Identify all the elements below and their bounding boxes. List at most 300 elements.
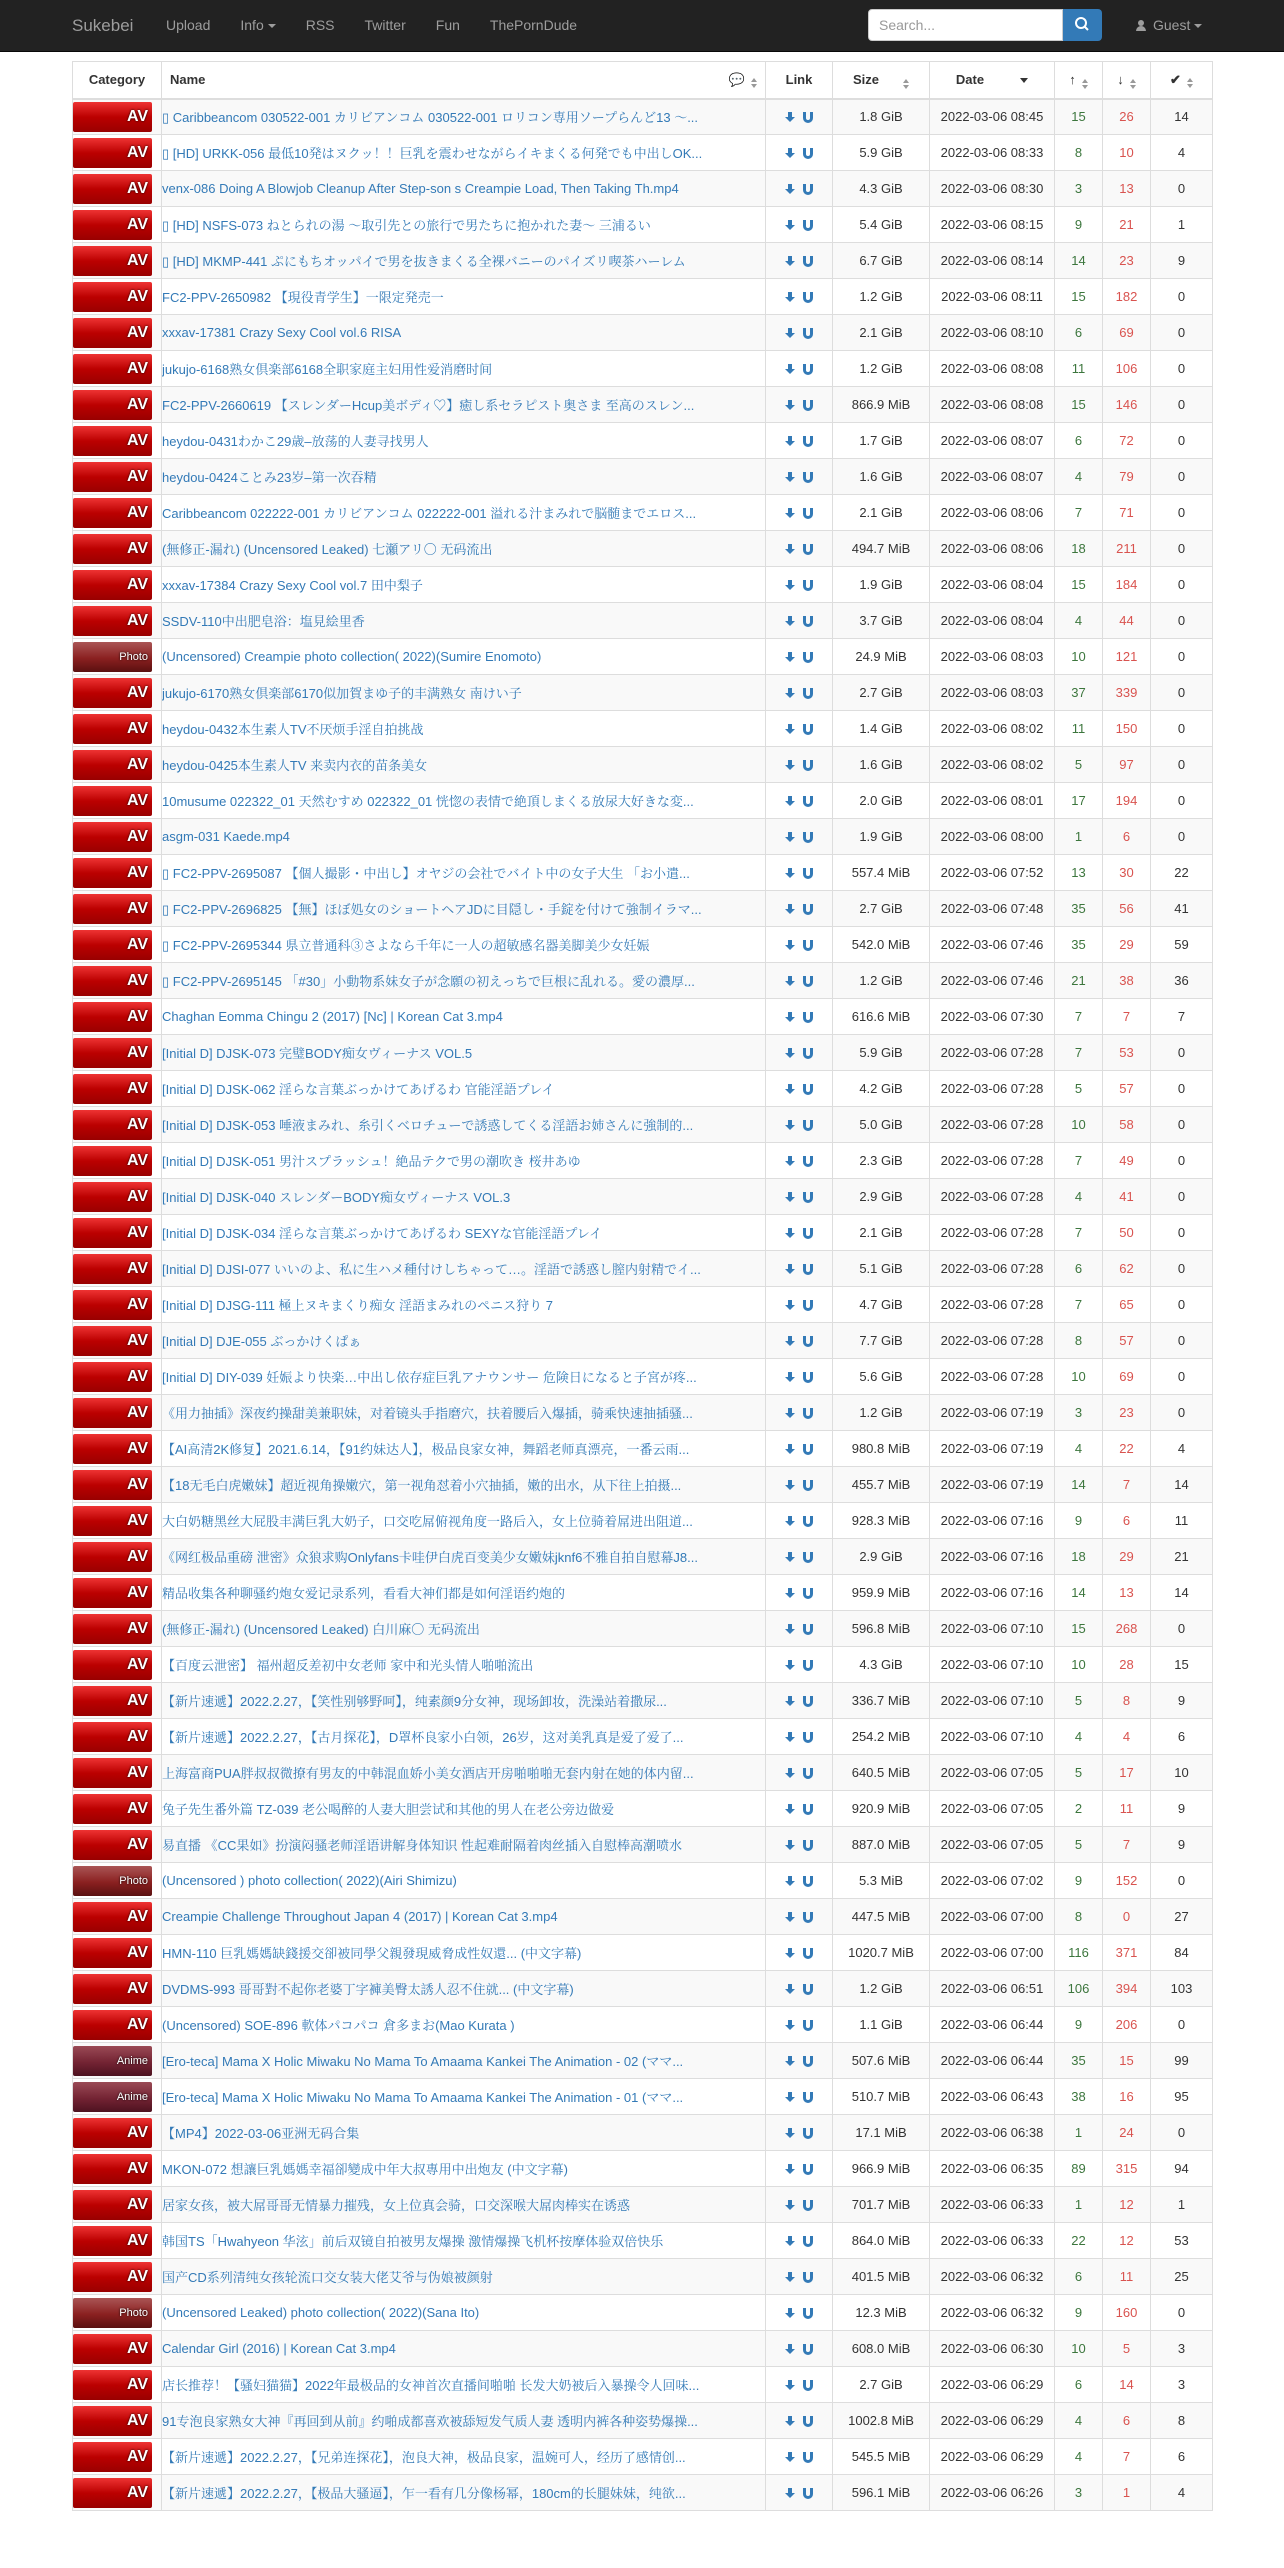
- date-cell: 2022-03-06 08:06: [930, 495, 1055, 531]
- category-badge[interactable]: [73, 894, 152, 924]
- magnet-icon[interactable]: [803, 508, 813, 519]
- magnet-icon[interactable]: [803, 1804, 813, 1815]
- category-badge[interactable]: [73, 2262, 152, 2292]
- magnet-icon[interactable]: [803, 616, 813, 627]
- category-badge[interactable]: [73, 714, 152, 744]
- torrent-name-link[interactable]: 【新片速遞】2022.2.27，【笑性别够野呵】，纯素颜9分女神，现场卸妆，洗澡站着撒尿...: [162, 1694, 667, 1709]
- category-badge[interactable]: [73, 2118, 152, 2148]
- magnet-icon[interactable]: [803, 1120, 813, 1131]
- category-badge[interactable]: [73, 1146, 152, 1176]
- header-seeders[interactable]: [1055, 62, 1103, 99]
- category-badge[interactable]: [73, 426, 152, 456]
- magnet-icon[interactable]: [803, 256, 813, 267]
- category-badge[interactable]: [73, 1938, 152, 1968]
- category-badge[interactable]: [73, 1686, 152, 1716]
- nav-upload[interactable]: Upload: [166, 17, 211, 33]
- download-icon[interactable]: [785, 1876, 795, 1887]
- category-badge[interactable]: [73, 1290, 152, 1320]
- magnet-icon[interactable]: [803, 976, 813, 987]
- magnet-icon[interactable]: [803, 1048, 813, 1059]
- torrent-name-link[interactable]: Creampie Challenge Throughout Japan 4 (2017) | Korean Cat 3.mp4: [162, 1909, 558, 1924]
- name-cell: [162, 675, 766, 711]
- download-icon[interactable]: [785, 2128, 795, 2139]
- torrent-name-link[interactable]: jukujo-6170熟女倶楽部6170似加賀まゆ子的丰满熟女 南けい子: [162, 686, 522, 701]
- download-icon[interactable]: [785, 652, 795, 663]
- torrent-name-link[interactable]: (Uncensored) Creampie photo collection( 2022)(Sumire Enomoto): [162, 649, 542, 664]
- download-icon[interactable]: [785, 2092, 795, 2103]
- torrent-name-link[interactable]: jukujo-6168熟女倶楽部6168全职家庭主妇用性爱消磨时间: [162, 362, 493, 377]
- download-icon[interactable]: [785, 2020, 795, 2031]
- magnet-icon[interactable]: [803, 832, 813, 843]
- torrent-name-link[interactable]: 《用力抽插》深夜约操甜美兼职妹，对着镜头手指磨穴，扶着腰后入爆插，骑乘快速抽插骚...: [162, 1406, 693, 1421]
- download-icon[interactable]: [785, 1624, 795, 1635]
- category-badge[interactable]: [73, 2082, 152, 2112]
- magnet-icon[interactable]: [803, 580, 813, 591]
- leechers-cell: 13: [1103, 1575, 1151, 1611]
- torrent-name-link[interactable]: HMN-110 巨乳媽媽缺錢援交卻被同學父親發現威脅成性奴還... (中文字幕): [162, 1946, 582, 1961]
- category-badge[interactable]: [73, 462, 152, 492]
- download-icon[interactable]: [785, 2200, 795, 2211]
- magnet-icon[interactable]: [803, 436, 813, 447]
- download-icon[interactable]: [785, 1804, 795, 1815]
- torrent-name-link[interactable]: ▯ [HD] URKK-056 最低10発はヌクッ！！巨乳を震わせながらイキまくる何発でも中出しOK...: [162, 146, 703, 161]
- download-icon[interactable]: [785, 1732, 795, 1743]
- category-badge[interactable]: [73, 1398, 152, 1428]
- category-badge[interactable]: [73, 1434, 152, 1464]
- magnet-icon[interactable]: [803, 1516, 813, 1527]
- magnet-icon[interactable]: [803, 1408, 813, 1419]
- header-size[interactable]: [833, 62, 930, 99]
- category-badge[interactable]: [73, 2298, 152, 2328]
- torrent-name-link[interactable]: 精品收集各种聊骚约炮女爱记录系列，看看大神们都是如何淫语约炮的: [162, 1586, 566, 1601]
- torrent-name-link[interactable]: 【百度云泄密】 福州超反差初中女老师 家中和光头情人啪啪流出: [162, 1658, 534, 1673]
- category-badge[interactable]: [73, 1830, 152, 1860]
- nav-fun[interactable]: Fun: [435, 17, 460, 33]
- torrent-name-link[interactable]: 上海富商PUA胖叔叔微撩有男友的中韩混血娇小美女酒店开房啪啪啪无套内射在她的体内留...: [162, 1766, 694, 1781]
- table-row: [73, 1539, 1213, 1575]
- download-icon[interactable]: [785, 436, 795, 447]
- download-icon[interactable]: [785, 796, 795, 807]
- category-badge[interactable]: [73, 102, 152, 132]
- torrent-name-link[interactable]: DVDMS-993 哥哥對不起你老婆丁字褲美臀太誘人忍不住就... (中文字幕): [162, 1982, 574, 1997]
- category-badge[interactable]: [73, 930, 152, 960]
- download-icon[interactable]: [785, 1984, 795, 1995]
- torrent-name-link[interactable]: SSDV-110中出肥皂浴：塩見絵里香: [162, 614, 365, 629]
- download-icon[interactable]: [785, 1912, 795, 1923]
- category-badge[interactable]: [73, 1038, 152, 1068]
- download-icon[interactable]: [785, 976, 795, 987]
- category-badge[interactable]: [73, 1866, 152, 1896]
- torrent-name-link[interactable]: (無修正-漏れ) (Uncensored Leaked) 七瀬アリ〇 无码流出: [162, 542, 493, 557]
- download-icon[interactable]: [785, 1768, 795, 1779]
- torrent-name-link[interactable]: heydou-0424ことみ23岁–第一次吞精: [162, 470, 377, 485]
- magnet-icon[interactable]: [803, 2164, 813, 2175]
- torrent-name-link[interactable]: (Uncensored) SOE-896 軟体パコパコ 倉多まお(Mao Kurata ): [162, 2018, 515, 2033]
- download-icon[interactable]: [785, 220, 795, 231]
- download-icon[interactable]: [785, 2416, 795, 2427]
- torrent-name-link[interactable]: FC2-PPV-2660619 【スレンダーHcup美ボディ♡】癒し系セラピスト奥さま 至高のスレン...: [162, 398, 695, 413]
- category-badge[interactable]: [73, 1326, 152, 1356]
- magnet-icon[interactable]: [803, 2200, 813, 2211]
- category-badge[interactable]: [73, 1902, 152, 1932]
- download-icon[interactable]: [785, 1336, 795, 1347]
- download-icon[interactable]: [785, 688, 795, 699]
- torrent-name-link[interactable]: ▯ [HD] NSFS-073 ねとられの湯 ～取引先との旅行で男たちに抱かれた妻～ 三浦るい: [162, 218, 651, 233]
- table-row: [73, 747, 1213, 783]
- nav-twitter[interactable]: Twitter: [364, 17, 406, 33]
- magnet-icon[interactable]: [803, 2308, 813, 2319]
- magnet-icon[interactable]: [803, 1300, 813, 1311]
- category-label: AV: [126, 827, 148, 845]
- category-badge[interactable]: [73, 1362, 152, 1392]
- category-badge[interactable]: [73, 2334, 152, 2364]
- category-badge[interactable]: [73, 858, 152, 888]
- magnet-icon[interactable]: [803, 1948, 813, 1959]
- category-badge[interactable]: [73, 2226, 152, 2256]
- torrent-name-link[interactable]: [Initial D] DJSK-073 完璧BODY痴女ヴィーナス VOL.5: [162, 1046, 473, 1061]
- torrent-name-link[interactable]: ▯ Caribbeancom 030522-001 カリビアンコム 030522-001 ロリコン専用ソープらんど13 ～...: [162, 110, 699, 126]
- category-badge[interactable]: [73, 1614, 152, 1644]
- torrent-name-link[interactable]: 【MP4】2022-03-06亚洲无码合集: [162, 2126, 360, 2141]
- comments-sort-icon[interactable]: 💬: [729, 72, 757, 88]
- magnet-icon[interactable]: [803, 2092, 813, 2103]
- category-badge[interactable]: [73, 354, 152, 384]
- magnet-icon[interactable]: [803, 1444, 813, 1455]
- category-badge[interactable]: [73, 498, 152, 528]
- header-name[interactable]: [162, 62, 766, 99]
- torrent-name-link[interactable]: [Initial D] DJSK-051 男汁スプラッシュ！絶品テクで男の潮吹き 桜井あゆ: [162, 1154, 581, 1169]
- magnet-icon[interactable]: [803, 904, 813, 915]
- magnet-icon[interactable]: [803, 1912, 813, 1923]
- download-icon[interactable]: [785, 2452, 795, 2463]
- category-badge[interactable]: [73, 246, 152, 276]
- nav-rss[interactable]: RSS: [305, 17, 335, 33]
- category-badge[interactable]: [73, 750, 152, 780]
- download-icon[interactable]: [785, 1444, 795, 1455]
- torrent-name-link[interactable]: 【AI高清2K修复】2021.6.14，【91约妹达人】，极品良家女神，舞蹈老师真漂亮，一番云雨...: [162, 1442, 690, 1457]
- download-icon[interactable]: [785, 1660, 795, 1671]
- download-icon[interactable]: [785, 1840, 795, 1851]
- magnet-icon[interactable]: [803, 2344, 813, 2355]
- magnet-icon[interactable]: [803, 2488, 813, 2499]
- torrent-name-link[interactable]: [Initial D] DJSK-053 唾液まみれ、糸引くベロチューで誘惑してくる淫語お姉さんに強制的...: [162, 1118, 694, 1133]
- torrent-name-link[interactable]: ▯ FC2-PPV-2695087 【個人撮影・中出し】オヤジの会社でバイト中の女子大生 「お小遣...: [162, 866, 690, 881]
- header-leechers[interactable]: [1103, 62, 1151, 99]
- torrent-name-link[interactable]: ▯ FC2-PPV-2695344 県立普通科③さよなら千年に一人の超敏感名器美脚美少女妊娠: [162, 938, 650, 953]
- category-badge[interactable]: [73, 1578, 152, 1608]
- guest-menu[interactable]: [1136, 0, 1202, 51]
- magnet-icon[interactable]: [803, 2236, 813, 2247]
- category-badge[interactable]: [73, 678, 152, 708]
- magnet-icon[interactable]: [803, 2020, 813, 2031]
- download-icon[interactable]: [785, 1048, 795, 1059]
- date-cell: 2022-03-06 08:45: [930, 99, 1055, 135]
- magnet-icon[interactable]: [803, 1012, 813, 1023]
- header-completed[interactable]: [1151, 62, 1213, 99]
- download-icon[interactable]: [785, 1516, 795, 1527]
- nav-theporndude[interactable]: ThePornDude: [489, 17, 578, 33]
- torrent-name-link[interactable]: 10musume 022322_01 天然むすめ 022322_01 恍惚の表情で絶頂しまくる放尿大好きな変...: [162, 794, 694, 809]
- magnet-icon[interactable]: [803, 1372, 813, 1383]
- download-icon[interactable]: [785, 1300, 795, 1311]
- category-badge[interactable]: [73, 1722, 152, 1752]
- download-icon[interactable]: [785, 544, 795, 555]
- magnet-icon[interactable]: [803, 1660, 813, 1671]
- magnet-icon[interactable]: [803, 184, 813, 195]
- download-icon[interactable]: [785, 256, 795, 267]
- category-badge[interactable]: [73, 174, 152, 204]
- download-icon[interactable]: [785, 1480, 795, 1491]
- category-badge[interactable]: [73, 1110, 152, 1140]
- download-icon[interactable]: [785, 1192, 795, 1203]
- torrent-name-link[interactable]: Caribbeancom 022222-001 カリビアンコム 022222-001 溢れる汁まみれで脳髄までエロス...: [162, 506, 697, 521]
- download-icon[interactable]: [785, 724, 795, 735]
- category-badge[interactable]: [73, 282, 152, 312]
- torrent-name-link[interactable]: 大白奶糖黑丝大屁股丰满巨乳大奶子，口交吃屌俯视角度一路后入，女上位骑着屌进出阻道...: [162, 1514, 693, 1529]
- category-cell: [73, 855, 162, 891]
- magnet-icon[interactable]: [803, 1984, 813, 1995]
- download-icon[interactable]: [785, 508, 795, 519]
- magnet-icon[interactable]: [803, 1336, 813, 1347]
- category-badge[interactable]: [73, 2406, 152, 2436]
- category-badge[interactable]: [73, 570, 152, 600]
- torrent-name-link[interactable]: 《网红极品重磅 泄密》众狼求购Onlyfans卡哇伊白虎百变美少女嫩妹jknf6不雅自拍自慰幕J8...: [162, 1550, 698, 1565]
- torrent-name-link[interactable]: (Uncensored ) photo collection( 2022)(Airi Shimizu): [162, 1873, 457, 1888]
- torrent-name-link[interactable]: [Ero-teca] Mama X Holic Miwaku No Mama To Amaama Kankei The Animation - 01 (ママ...: [162, 2090, 684, 2105]
- magnet-icon[interactable]: [803, 112, 813, 123]
- category-badge[interactable]: [73, 1758, 152, 1788]
- download-icon[interactable]: [785, 328, 795, 339]
- download-icon[interactable]: [785, 1264, 795, 1275]
- category-badge[interactable]: [73, 2478, 152, 2508]
- download-icon[interactable]: [785, 112, 795, 123]
- magnet-icon[interactable]: [803, 148, 813, 159]
- category-cell: [73, 1791, 162, 1827]
- magnet-icon[interactable]: [803, 1228, 813, 1239]
- magnet-icon[interactable]: [803, 1084, 813, 1095]
- magnet-icon[interactable]: [803, 760, 813, 771]
- torrent-name-link[interactable]: Chaghan Eomma Chingu 2 (2017) [Nc] | Korean Cat 3.mp4: [162, 1009, 503, 1024]
- torrent-name-link[interactable]: asgm-031 Kaede.mp4: [162, 829, 290, 844]
- magnet-icon[interactable]: [803, 1552, 813, 1563]
- category-badge[interactable]: [73, 1182, 152, 1212]
- torrent-name-link[interactable]: (Uncensored Leaked) photo collection( 2022)(Sana Ito): [162, 2305, 480, 2320]
- download-icon[interactable]: [785, 1948, 795, 1959]
- torrent-name-link[interactable]: heydou-0425本生素人TV 来卖内衣的苗条美女: [162, 758, 428, 773]
- torrent-name-link[interactable]: xxxav-17381 Crazy Sexy Cool vol.6 RISA: [162, 325, 402, 340]
- download-icon[interactable]: [785, 1408, 795, 1419]
- magnet-icon[interactable]: [803, 292, 813, 303]
- torrent-name-link[interactable]: 兔子先生番外篇 TZ-039 老公喝醉的人妻大胆尝试和其他的男人在老公旁边做爱: [162, 1802, 615, 1817]
- magnet-icon[interactable]: [803, 364, 813, 375]
- download-icon[interactable]: [785, 148, 795, 159]
- category-badge[interactable]: [73, 1542, 152, 1572]
- download-icon[interactable]: [785, 1228, 795, 1239]
- torrent-name-link[interactable]: [Initial D] DIY-039 妊娠より快楽…中出し依存症巨乳アナウンサー 危険日になると子宮が疼...: [162, 1370, 697, 1385]
- download-icon[interactable]: [785, 2488, 795, 2499]
- category-badge[interactable]: [73, 1470, 152, 1500]
- download-icon[interactable]: [785, 940, 795, 951]
- torrent-name-link[interactable]: [Initial D] DJSK-062 淫らな言葉ぶっかけてあげるわ 官能淫語プレイ: [162, 1082, 555, 1097]
- torrent-name-link[interactable]: 【新片速遞】2022.2.27，【极品大骚逼】，乍一看有几分像杨幂，180cm的长腿妹妹，纯欲...: [162, 2486, 686, 2501]
- torrent-name-link[interactable]: [Initial D] DJSK-040 スレンダーBODY痴女ヴィーナス VOL.3: [162, 1190, 511, 1205]
- category-badge[interactable]: [73, 1218, 152, 1248]
- brand-logo[interactable]: Sukebei: [72, 16, 134, 35]
- category-badge[interactable]: [73, 2442, 152, 2472]
- download-icon[interactable]: [785, 2344, 795, 2355]
- category-badge[interactable]: [73, 1650, 152, 1680]
- download-icon[interactable]: [785, 904, 795, 915]
- category-badge[interactable]: [73, 2190, 152, 2220]
- magnet-icon[interactable]: [803, 1768, 813, 1779]
- category-badge[interactable]: [73, 786, 152, 816]
- search-button[interactable]: [1063, 9, 1102, 41]
- category-badge[interactable]: [73, 138, 152, 168]
- download-icon[interactable]: [785, 1084, 795, 1095]
- download-icon[interactable]: [785, 400, 795, 411]
- download-icon[interactable]: [785, 2056, 795, 2067]
- seeders-cell: 8: [1055, 135, 1103, 171]
- download-icon[interactable]: [785, 1156, 795, 1167]
- magnet-icon[interactable]: [803, 940, 813, 951]
- download-icon[interactable]: [785, 1588, 795, 1599]
- download-icon[interactable]: [785, 1012, 795, 1023]
- magnet-icon[interactable]: [803, 1876, 813, 1887]
- download-icon[interactable]: [785, 1552, 795, 1563]
- magnet-icon[interactable]: [803, 868, 813, 879]
- download-icon[interactable]: [785, 364, 795, 375]
- magnet-icon[interactable]: [803, 2452, 813, 2463]
- torrent-name-link[interactable]: heydou-0431わかこ29歳–放荡的人妻寻找男人: [162, 434, 429, 449]
- magnet-icon[interactable]: [803, 1588, 813, 1599]
- magnet-icon[interactable]: [803, 688, 813, 699]
- category-badge[interactable]: [73, 1074, 152, 1104]
- category-badge[interactable]: [73, 642, 152, 672]
- torrent-name-link[interactable]: 易直播 《CC果如》扮演闷骚老师淫语讲解身体知识 性起难耐隔着肉丝插入自慰棒高潮喷水: [162, 1838, 683, 1853]
- torrent-name-link[interactable]: [Initial D] DJSK-034 淫らな言葉ぶっかけてあげるわ SEXYな官能淫語プレイ: [162, 1226, 603, 1241]
- category-badge[interactable]: [73, 1002, 152, 1032]
- links-cell: [766, 1323, 833, 1359]
- magnet-icon[interactable]: [803, 796, 813, 807]
- magnet-icon[interactable]: [803, 1624, 813, 1635]
- magnet-icon[interactable]: [803, 1732, 813, 1743]
- category-badge[interactable]: [73, 390, 152, 420]
- category-badge[interactable]: [73, 2046, 152, 2076]
- torrent-name-link[interactable]: ▯ [HD] MKMP-441 ぷにもちオッパイで男を抜きまくる全裸バニーのパイズリ喫茶ハーレム: [162, 254, 686, 269]
- magnet-icon[interactable]: [803, 400, 813, 411]
- torrent-name-link[interactable]: [Initial D] DJSI-077 いいのよ、私に生ハメ種付けしちゃって…。淫語で誘惑し膣内射精でイ...: [162, 1262, 701, 1277]
- magnet-icon[interactable]: [803, 724, 813, 735]
- category-badge[interactable]: [73, 2010, 152, 2040]
- magnet-icon[interactable]: [803, 2272, 813, 2283]
- download-icon[interactable]: [785, 580, 795, 591]
- download-icon[interactable]: [785, 184, 795, 195]
- category-badge[interactable]: [73, 2370, 152, 2400]
- magnet-icon[interactable]: [803, 2128, 813, 2139]
- download-icon[interactable]: [785, 1696, 795, 1707]
- magnet-icon[interactable]: [803, 652, 813, 663]
- magnet-icon[interactable]: [803, 2056, 813, 2067]
- torrent-name-link[interactable]: Calendar Girl (2016) | Korean Cat 3.mp4: [162, 2341, 396, 2356]
- category-badge[interactable]: [73, 1254, 152, 1284]
- seeders-cell: 15: [1055, 567, 1103, 603]
- torrent-name-link[interactable]: [Ero-teca] Mama X Holic Miwaku No Mama To Amaama Kankei The Animation - 02 (ママ...: [162, 2054, 684, 2069]
- magnet-icon[interactable]: [803, 472, 813, 483]
- torrent-name-link[interactable]: MKON-072 想讓巨乳媽媽幸福卻變成中年大叔專用中出炮友 (中文字幕): [162, 2162, 568, 2177]
- category-badge[interactable]: [73, 210, 152, 240]
- torrent-name-link[interactable]: [Initial D] DJSG-111 極上ヌキまくり痴女 淫語まみれのペニス狩り 7: [162, 1298, 554, 1313]
- download-icon[interactable]: [785, 2308, 795, 2319]
- magnet-icon[interactable]: [803, 1696, 813, 1707]
- leechers-cell: 13: [1103, 171, 1151, 207]
- torrent-name-link[interactable]: venx-086 Doing A Blowjob Cleanup After Step-son s Creampie Load, Then Taking Th.mp4: [162, 181, 679, 196]
- category-badge[interactable]: [73, 966, 152, 996]
- magnet-icon[interactable]: [803, 1480, 813, 1491]
- category-badge[interactable]: [73, 1794, 152, 1824]
- torrent-name-link[interactable]: 【新片速遞】2022.2.27，【古月探花】，D罩杯良家小白领，26岁，这对美乳真是爱了爱了...: [162, 1730, 684, 1745]
- category-badge[interactable]: [73, 1506, 152, 1536]
- magnet-icon[interactable]: [803, 328, 813, 339]
- torrent-name-link[interactable]: ▯ FC2-PPV-2695145 「#30」小動物系妹女子が念願の初えっちで巨根に乱れる。愛の濃厚...: [162, 974, 695, 989]
- download-icon[interactable]: [785, 760, 795, 771]
- size-cell: 1.8 GiB: [833, 99, 930, 135]
- category-badge[interactable]: [73, 1974, 152, 2004]
- download-icon[interactable]: [785, 868, 795, 879]
- magnet-icon[interactable]: [803, 2380, 813, 2391]
- magnet-icon[interactable]: [803, 2416, 813, 2427]
- download-icon[interactable]: [785, 1372, 795, 1383]
- category-badge[interactable]: [73, 822, 152, 852]
- torrent-name-link[interactable]: 【新片速遞】2022.2.27，【兄弟连探花】，泡良大神，极品良家，温婉可人，经历了感情创...: [162, 2450, 686, 2465]
- torrent-name-link[interactable]: 91专泡良家熟女大神『再回到从前』约啪成都喜欢被舔短发气质人妻 透明内裤各种姿势爆操...: [162, 2414, 698, 2429]
- magnet-icon[interactable]: [803, 1156, 813, 1167]
- magnet-icon[interactable]: [803, 1264, 813, 1275]
- torrent-name-link[interactable]: 韩国TS「Hwahyeon 华泫」前后双镜自拍被男友爆操 激情爆操飞机杯按摩体验双倍快乐: [162, 2234, 664, 2249]
- torrent-name-link[interactable]: xxxav-17384 Crazy Sexy Cool vol.7 田中梨子: [162, 578, 423, 593]
- nav-info[interactable]: [240, 0, 289, 51]
- download-icon[interactable]: [785, 1120, 795, 1131]
- magnet-icon[interactable]: [803, 220, 813, 231]
- category-badge[interactable]: [73, 606, 152, 636]
- torrent-name-link[interactable]: 居家女孩，被大屌哥哥无情暴力摧残，女上位真会骑，口交深喉大屌肉棒实在诱惑: [162, 2198, 631, 2213]
- category-badge[interactable]: [73, 534, 152, 564]
- header-date[interactable]: [930, 62, 1055, 99]
- magnet-icon[interactable]: [803, 544, 813, 555]
- torrent-name-link[interactable]: [Initial D] DJE-055 ぶっかけくぱぁ: [162, 1334, 362, 1349]
- torrent-name-link[interactable]: (無修正-漏れ) (Uncensored Leaked) 白川麻〇 无码流出: [162, 1622, 480, 1637]
- download-icon[interactable]: [785, 616, 795, 627]
- download-icon[interactable]: [785, 2380, 795, 2391]
- torrent-name-link[interactable]: 国产CD系列清纯女孩轮流口交女装大佬艾爷与伪娘被颜射: [162, 2270, 493, 2285]
- download-icon[interactable]: [785, 2164, 795, 2175]
- magnet-icon[interactable]: [803, 1840, 813, 1851]
- download-icon[interactable]: [785, 472, 795, 483]
- download-icon[interactable]: [785, 832, 795, 843]
- torrent-name-link[interactable]: heydou-0432本生素人TV不厌烦手淫自拍挑战: [162, 722, 424, 737]
- torrent-name-link[interactable]: 店长推荐！【骚妇猫猫】2022年最极品的女神首次直播间啪啪 长发大奶被后入暴操令人回味...: [162, 2378, 700, 2393]
- category-badge[interactable]: [73, 2154, 152, 2184]
- magnet-icon[interactable]: [803, 1192, 813, 1203]
- torrent-name-link[interactable]: ▯ FC2-PPV-2696825 【無】ほぼ処女のショートヘアJDに目隠し・手錠を付けて強制イラマ...: [162, 902, 702, 917]
- search-input[interactable]: Search...: [868, 9, 1063, 41]
- download-icon[interactable]: [785, 292, 795, 303]
- torrent-name-link[interactable]: FC2-PPV-2650982 【現役青学生】一限定発売一: [162, 290, 444, 305]
- links-cell: [766, 2295, 833, 2331]
- download-icon[interactable]: [785, 2236, 795, 2247]
- download-icon[interactable]: [785, 2272, 795, 2283]
- category-badge[interactable]: [73, 318, 152, 348]
- torrent-name-link[interactable]: 【18无毛白虎嫩妹】超近视角操嫩穴，第一视角怼着小穴抽插，嫩的出水，从下往上拍摄...: [162, 1478, 682, 1493]
